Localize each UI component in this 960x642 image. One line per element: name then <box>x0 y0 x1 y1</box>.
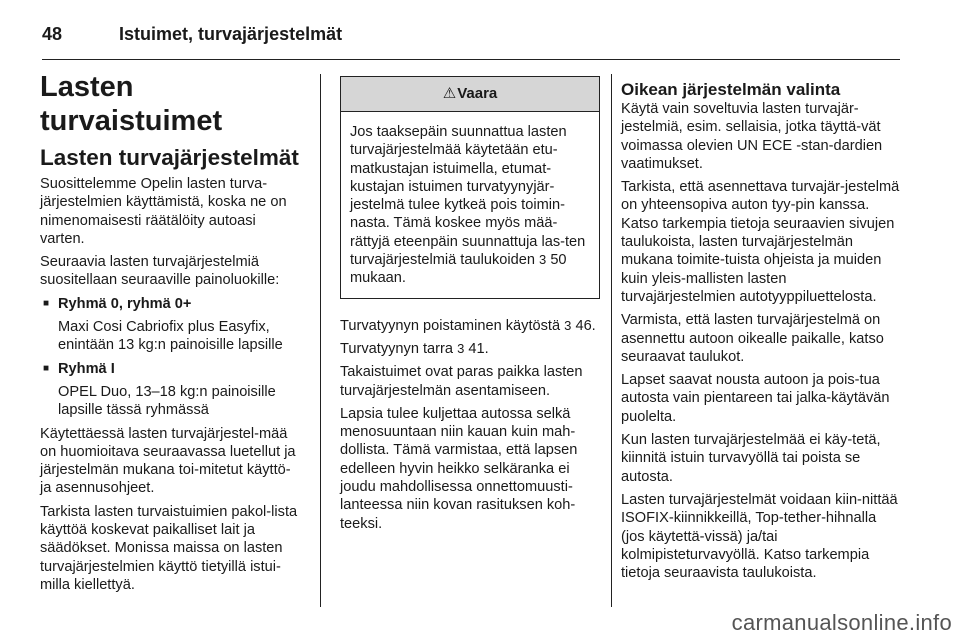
paragraph: Varmista, että lasten turvajärjestelmä on asennettu autoon oikealle paikalle, katso seuraavat taulukot. <box>621 312 884 365</box>
column-1 <box>40 70 304 599</box>
paragraph <box>340 317 602 335</box>
paragraph <box>340 340 602 358</box>
page-number: 48 <box>42 24 63 44</box>
bullet-item <box>40 295 304 313</box>
page-ref-icon: 3 <box>457 340 465 356</box>
paragraph-text: Turvatyynyn tarra <box>340 340 454 357</box>
page-ref-icon: 3 <box>564 317 572 333</box>
header-rule <box>42 59 900 60</box>
paragraph: Suosittelemme Opelin lasten turva-järjestelmien käyttämistä, koska ne on nimenomaisesti räätälöity autoasi varten. <box>40 176 287 247</box>
warning-header <box>341 77 599 112</box>
warning-text: Jos taaksepäin suunnattua lasten turvajärjestelmää käytetään etu-matkustajan istuimella, etumat-kustajan istuimen turvatyynyjär-jestelmä tulee kytkeä pois toimin-nasta. Tämä koskee myös mää-rättyjä eteenpäin suunnattuja las-ten turvajärjestelmiä taulukoiden <box>350 124 586 269</box>
subsection-title: Oikean järjestelmän valinta <box>621 80 841 99</box>
paragraph: Tarkista, että asennettava turvajär-jestelmä on yhteensopiva auton tyy-pin kanssa. Katso tarkempia tietoja seuraavien sivujen taulukoista, lasten turvajärjestelmän mukana toimite-tuista ohjeista ja muiden kuin yleis-mallisten lasten turvajärjestelmien autotyyppiluettelosta. <box>621 179 900 305</box>
warning-title: Vaara <box>457 85 498 102</box>
bullet-title: Ryhmä 0, ryhmä 0+ <box>58 295 192 312</box>
page-ref-icon: 3 <box>539 252 547 268</box>
page-ref-number: 46. <box>575 317 596 334</box>
page-ref-number: 41. <box>468 340 489 357</box>
paragraph-text: Turvatyynyn poistaminen käytöstä <box>340 317 561 334</box>
paragraph: Lapsia tulee kuljettaa autossa selkä menosuuntaan niin kauan kuin mah-dollista. Tämä varmistaa, että lapsen edelleen hyvin heikko selkäranka ei joudu mahdollisessa onnettomuusti-lanteessa niin kovan rasituksen koh-teeksi. <box>340 405 578 532</box>
bullet-text: Maxi Cosi Cabriofix plus Easyfix, enintään 13 kg:n painoisille lapsille <box>58 319 283 354</box>
column-divider-2 <box>611 74 612 607</box>
column-3 <box>621 80 903 587</box>
warning-triangle-icon: ⚠ <box>442 85 457 102</box>
section-title: Lasten turvaistuimet <box>40 71 223 137</box>
bullet-text: OPEL Duo, 13–18 kg:n painoisille lapsille tässä ryhmässä <box>58 383 276 419</box>
paragraph: Käytä vain soveltuvia lasten turvajär-jestelmiä, esim. sellaisia, jotka täyttä-vät voimassa olevien UN ECE -stan-dardien vaatimukset. <box>621 101 883 172</box>
bullet-square-icon: ■ <box>43 362 50 374</box>
paragraph: Kun lasten turvajärjestelmää ei käy-tetä, kiinnitä istuin turvavyöllä tai poista se autosta. <box>621 432 881 485</box>
warning-text-end: 50 mukaan. <box>350 252 567 287</box>
bullet-square-icon: ■ <box>43 297 50 309</box>
paragraph: Takaistuimet ovat paras paikka lasten turvajärjestelmän asentamiseen. <box>340 364 583 399</box>
warning-body <box>341 112 599 298</box>
watermark: carmanualsonline.info <box>731 610 952 635</box>
paragraph: Lasten turvajärjestelmät voidaan kiin-nittää ISOFIX-kiinnikkeillä, Top-tether-hihnalla (jos käytettä-vissä) ja/tai kolmipisteturvavyöllä. Katso tarkempia tietoja seuraavista taulukoista. <box>621 491 898 582</box>
page-header <box>42 14 922 54</box>
paragraph: Seuraavia lasten turvajärjestelmiä suositellaan seuraaville painoluokille: <box>40 254 280 289</box>
warning-box <box>340 76 600 299</box>
paragraph: Käytettäessä lasten turvajärjestel-mää on huomioitava seuraavassa luetellut ja järjestelmän mukana toi-mitetut käyttö- ja asennusohjeet. <box>40 425 296 497</box>
column-2 <box>340 76 602 538</box>
bullet-item <box>40 360 304 378</box>
column-divider-1 <box>320 74 321 607</box>
bullet-title: Ryhmä I <box>58 360 115 377</box>
header-title: Istuimet, turvajärjestelmät <box>119 24 343 44</box>
subsection-title: Lasten turvajärjestelmät <box>40 145 299 170</box>
paragraph: Tarkista lasten turvaistuimien pakol-lista käyttöä koskevat paikalliset lait ja säädökset. Monissa maissa on lasten turvajärjestelmien käyttö tietyillä istui-milla kiellettyä. <box>40 503 298 593</box>
paragraph: Lapset saavat nousta autoon ja pois-tua autosta vain pientareen tai jalka-käytävän puolelta. <box>621 372 890 425</box>
